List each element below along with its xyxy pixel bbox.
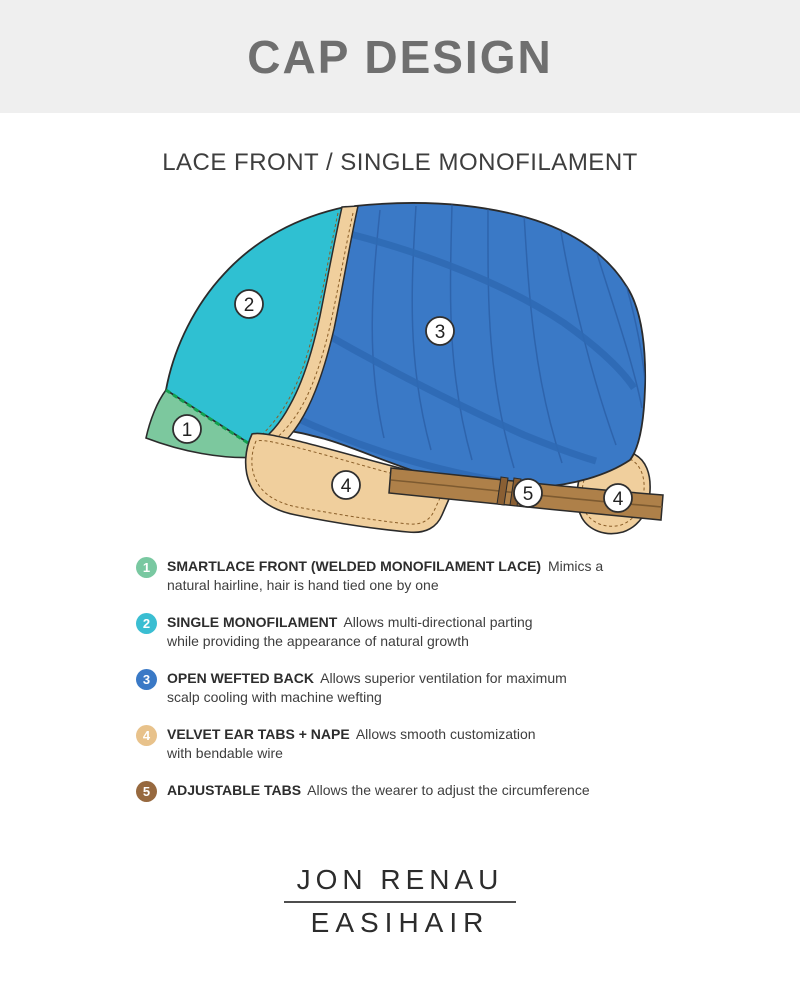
legend-item-1 [136,557,800,595]
header-band [0,0,800,113]
brand-divider [284,901,516,903]
brand-name-bottom: EASIHAIR [310,907,490,938]
diagram-badge-3 [426,317,454,345]
legend-label: SMARTLACE FRONT (WELDED MONOFILAMENT LACE) [167,558,542,574]
badge-number: 2 [243,295,255,316]
diagram-badge-4-right [604,484,632,512]
legend-bullet-2: 2 [136,613,157,634]
legend-text [167,669,667,707]
diagram-badge-1 [173,415,201,443]
brand-block [0,864,800,939]
legend-desc-line2: natural hairline, hair is hand tied one by one [167,577,439,593]
page-title: CAP DESIGN [247,30,553,83]
legend-desc: Allows smooth customization [355,726,536,742]
diagram-badge-2 [235,290,263,318]
legend-text [167,613,667,651]
legend-desc-line2: while providing the appearance of natural growth [167,633,469,649]
legend-item-4 [136,725,800,763]
badge-number: 1 [181,420,193,441]
legend-bullet-3: 3 [136,669,157,690]
legend-desc: Allows multi-directional parting [343,614,533,630]
legend-bullet-5: 5 [136,781,157,802]
legend-text [167,725,667,763]
cap-diagram-svg [134,189,666,541]
badge-number: 5 [522,484,534,505]
legend-item-2 [136,613,800,651]
legend-item-5 [136,781,800,802]
legend-bullet-4: 4 [136,725,157,746]
legend-label: ADJUSTABLE TABS [167,782,302,798]
legend-label: SINGLE MONOFILAMENT [167,614,338,630]
legend-bullet-1: 1 [136,557,157,578]
brand-name-top: JON RENAU [296,864,504,895]
badge-number: 3 [434,322,446,343]
diagram-badge-4-left [332,471,360,499]
diagram-badge-5 [514,479,542,507]
legend-item-3 [136,669,800,707]
legend-desc: Allows the wearer to adjust the circumference [307,782,590,798]
legend-label: VELVET EAR TABS + NAPE [167,726,350,742]
legend-label: OPEN WEFTED BACK [167,670,314,686]
badge-number: 4 [340,476,352,497]
legend-text [167,557,667,595]
legend-text [167,781,667,802]
cap-diagram [0,189,800,541]
legend-desc-line2: scalp cooling with machine wefting [167,689,382,705]
legend-desc-line2: with bendable wire [167,745,283,761]
legend-desc: Allows superior ventilation for maximum [320,670,567,686]
badge-number: 4 [612,489,624,510]
legend-desc: Mimics a [547,558,604,574]
cap-subtitle: LACE FRONT / SINGLE MONOFILAMENT [162,149,638,176]
legend [136,557,800,802]
